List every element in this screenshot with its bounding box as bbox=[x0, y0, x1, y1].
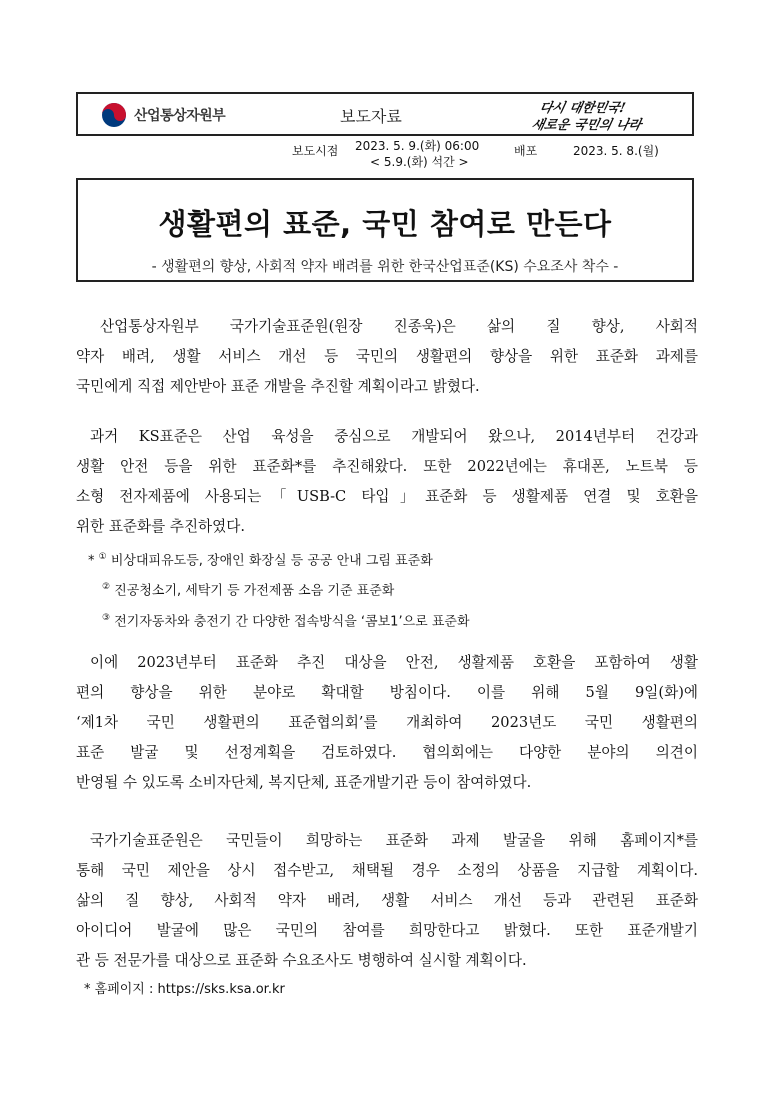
paragraph-line: 산업통상자원부 국가기술표준원(원장 진종욱)은 삶의 질 향상, 사회적 bbox=[100, 318, 698, 335]
note-mark: ③ bbox=[102, 612, 111, 623]
release-label: 보도시점 bbox=[292, 144, 339, 158]
note-item-2 bbox=[88, 574, 470, 604]
homepage-footnote: * 홈페이지 : https://sks.ksa.or.kr bbox=[84, 982, 285, 997]
paragraph-line: 삶의 질 향상, 사회적 약자 배려, 생활 서비스 개선 등과 관련된 표준화 bbox=[76, 892, 698, 909]
paragraph-line: 편의 향상을 위한 분야로 확대할 방침이다. 이를 위해 5월 9일(화)에 bbox=[76, 684, 698, 701]
note-star: * bbox=[88, 553, 95, 569]
paragraph-line: 소형 전자제품에 사용되는「USB-C 타입」표준화 등 생활제품 연결 및 호환을 bbox=[76, 488, 698, 505]
paragraph-line: 국가기술표준원은 국민들이 희망하는 표준화 과제 발굴을 위해 홈페이지*를 bbox=[90, 832, 698, 849]
paragraph-line: 생활 안전 등을 위한 표준화*를 추진해왔다. 또한 2022년에는 휴대폰, 노트북 등 bbox=[76, 458, 698, 475]
note-item-3 bbox=[88, 605, 470, 635]
slogan-line-2: 새로운 국민의 나라 bbox=[529, 118, 643, 133]
paragraph-1 bbox=[76, 312, 698, 402]
paragraph-line: 위한 표준화를 추진하였다. bbox=[76, 518, 245, 535]
note-mark: ② bbox=[102, 582, 111, 593]
ministry-name: 산업통상자원부 bbox=[134, 108, 226, 124]
title-box bbox=[76, 178, 694, 282]
press-release-label: 보도자료 bbox=[340, 107, 402, 126]
slogan-line-1: 다시 대한민국! bbox=[537, 101, 627, 116]
paragraph-line: 관 등 전문가를 대상으로 표준화 수요조사도 병행하여 실시할 계획이다. bbox=[76, 952, 527, 969]
paragraph-4 bbox=[76, 826, 698, 976]
subtitle: - 생활편의 향상, 사회적 약자 배려를 위한 한국산업표준(KS) 수요조사 착수 - bbox=[151, 259, 619, 275]
main-title: 생활편의 표준, 국민 참여로 만든다 bbox=[158, 207, 612, 241]
press-header bbox=[76, 92, 694, 136]
slogan bbox=[529, 97, 692, 133]
note-text: 전기자동차와 충전기 간 다양한 접속방식을 ‘콤보1’으로 표준화 bbox=[114, 613, 470, 629]
ministry-logo bbox=[100, 102, 300, 128]
notes-list bbox=[88, 544, 470, 635]
note-text: 진공청소기, 세탁기 등 가전제품 소음 기준 표준화 bbox=[114, 583, 395, 599]
paragraph-line: 이에 2023년부터 표준화 추진 대상을 안전, 생활제품 호환을 포함하여 생활 bbox=[90, 654, 698, 671]
paragraph-line: 과거 KS표준은 산업 육성을 중심으로 개발되어 왔으나, 2014년부터 건강과 bbox=[90, 428, 698, 445]
paragraph-line: 통해 국민 제안을 상시 접수받고, 채택될 경우 소정의 상품을 지급할 계획이다. bbox=[76, 862, 698, 879]
paragraph-line: 아이디어 발굴에 많은 국민의 참여를 희망한다고 밝혔다. 또한 표준개발기 bbox=[76, 922, 698, 939]
distribution-date: 2023. 5. 8.(월) bbox=[573, 144, 659, 158]
paragraph-line: ‘제1차 국민 생활편의 표준협의회’를 개최하여 2023년도 국민 생활편의 bbox=[76, 714, 698, 731]
government-emblem-icon bbox=[100, 101, 128, 129]
paragraph-line: 약자 배려, 생활 서비스 개선 등 국민의 생활편의 향상을 위한 표준화 과제를 bbox=[76, 348, 698, 365]
note-text: 비상대피유도등, 장애인 화장실 등 공공 안내 그림 표준화 bbox=[110, 553, 433, 569]
paragraph-2 bbox=[76, 422, 698, 542]
paragraph-line: 표준 발굴 및 선정계획을 검토하였다. 협의회에는 다양한 분야의 의견이 bbox=[76, 744, 698, 761]
distribution-label: 배포 bbox=[514, 144, 538, 158]
note-item-1 bbox=[88, 544, 470, 574]
release-date: 2023. 5. 9.(화) 06:00 bbox=[355, 139, 480, 153]
paragraph-line: 국민에게 직접 제안받아 표준 개발을 추진할 계획이라고 밝혔다. bbox=[76, 378, 480, 395]
note-mark: ① bbox=[98, 552, 107, 562]
paragraph-line: 반영될 수 있도록 소비자단체, 복지단체, 표준개발기관 등이 참여하였다. bbox=[76, 774, 532, 791]
paragraph-3 bbox=[76, 648, 698, 798]
release-edition: < 5.9.(화) 석간 > bbox=[370, 155, 469, 169]
